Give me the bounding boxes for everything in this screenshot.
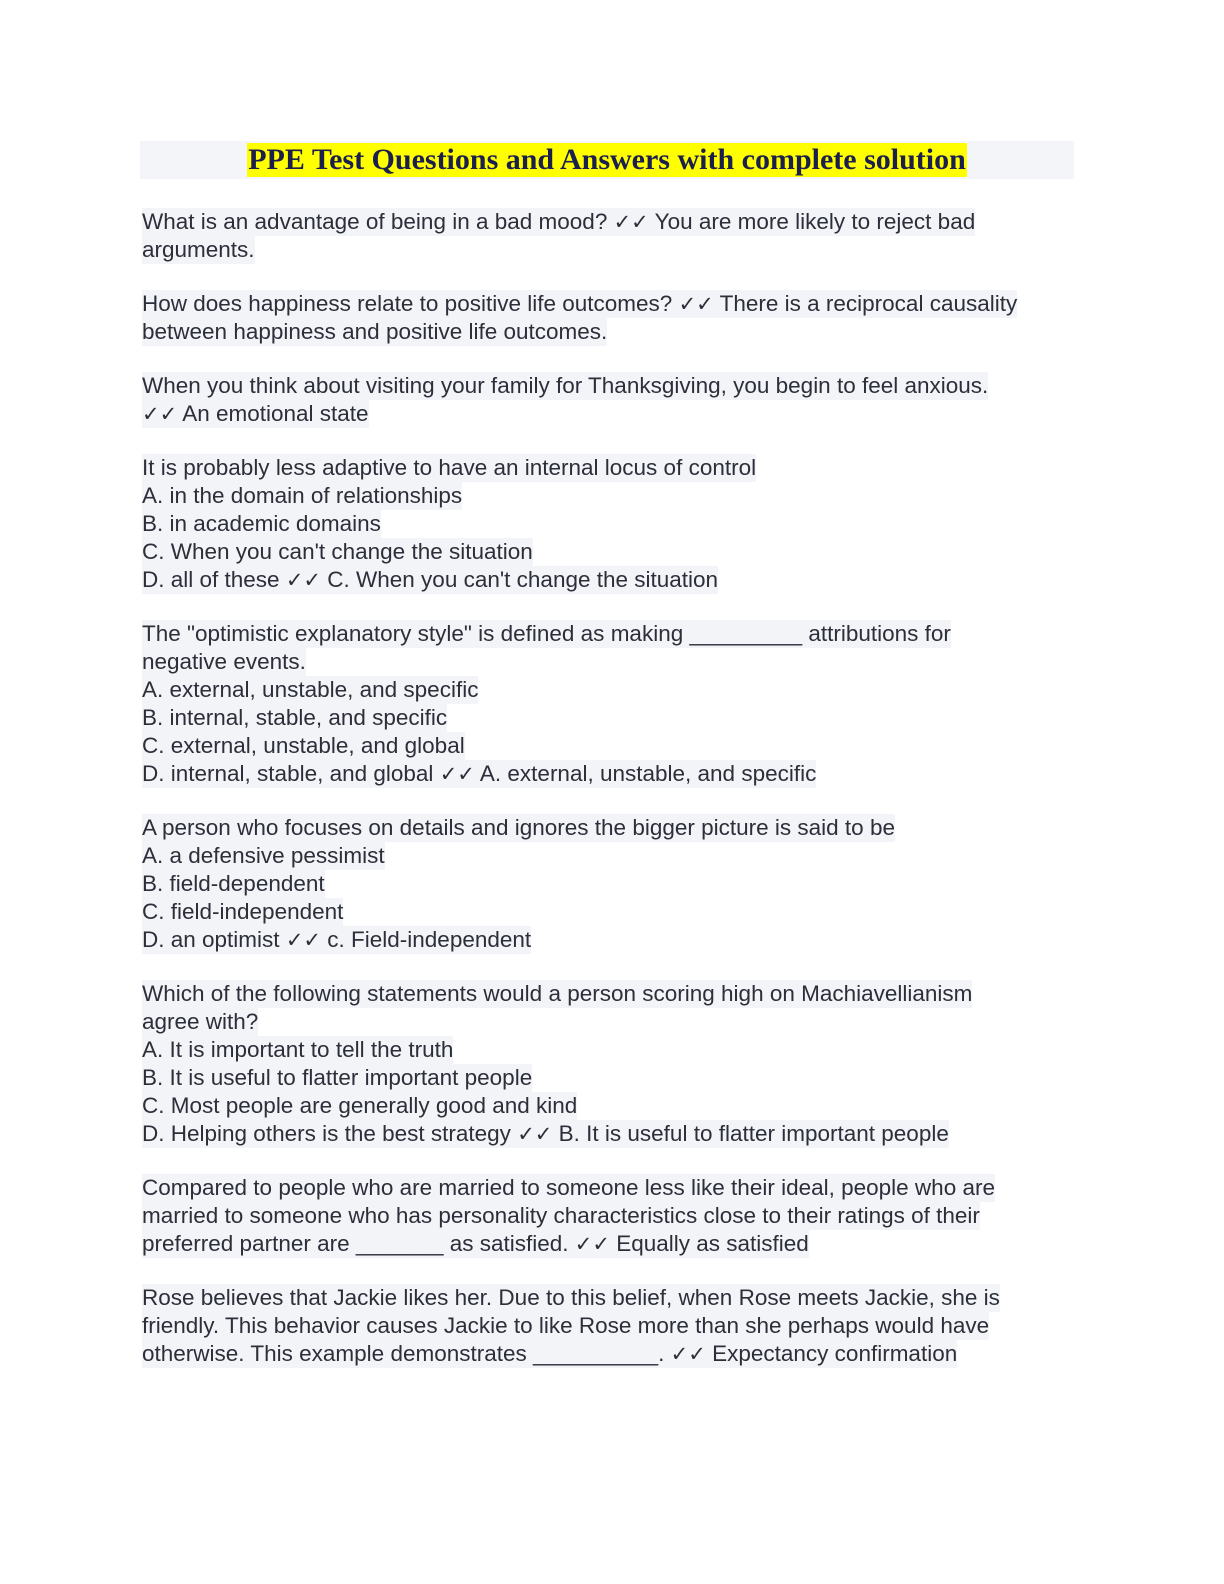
line-text: C. Most people are generally good and kind	[142, 1093, 578, 1118]
text-line	[142, 1340, 957, 1368]
text-line	[142, 510, 381, 538]
text-line	[142, 1064, 532, 1092]
text-line	[142, 318, 607, 346]
line-text: between happiness and positive life outcomes.	[142, 319, 608, 344]
line-text: agree with?	[142, 1009, 259, 1034]
answer-text: Equally as satisfied	[609, 1231, 809, 1256]
line-text: What is an advantage of being in a bad mood?	[142, 209, 614, 234]
line-text: How does happiness relate to positive life outcomes?	[142, 291, 679, 316]
line-text: When you think about visiting your family for Thanksgiving, you begin to feel anxious.	[142, 373, 989, 398]
text-line	[142, 208, 975, 236]
check-mark-icon: ✓✓	[678, 292, 714, 316]
question-block	[142, 1284, 1082, 1368]
line-text: B. field-dependent	[142, 871, 325, 896]
line-text: C. When you can't change the situation	[142, 539, 533, 564]
text-line	[142, 454, 756, 482]
line-text: negative events.	[142, 649, 306, 674]
line-text: otherwise. This example demonstrates __________.	[142, 1341, 671, 1366]
line-text: A. in the domain of relationships	[142, 483, 463, 508]
text-line	[142, 926, 531, 954]
text-line	[142, 1230, 809, 1258]
line-text: C. field-independent	[142, 899, 344, 924]
answer-text: An emotional state	[177, 401, 369, 426]
text-line	[142, 236, 255, 264]
question-block	[142, 208, 1082, 264]
check-mark-icon: ✓✓	[613, 210, 649, 234]
text-line	[142, 898, 343, 926]
check-mark-icon: ✓✓	[670, 1342, 706, 1366]
text-line	[142, 842, 385, 870]
line-text: Which of the following statements would a person scoring high on Machiavellianism	[142, 981, 973, 1006]
line-text: arguments.	[142, 237, 255, 262]
text-line	[142, 1312, 989, 1340]
question-list	[142, 208, 1082, 1394]
text-line	[142, 1202, 980, 1230]
text-line	[142, 290, 1017, 318]
text-line	[142, 870, 325, 898]
text-line	[142, 1008, 258, 1036]
question-block	[142, 290, 1082, 346]
question-block	[142, 1174, 1082, 1258]
check-mark-icon: ✓✓	[517, 1122, 553, 1146]
answer-text: c. Field-independent	[321, 927, 532, 952]
line-text: D. an optimist	[142, 927, 286, 952]
line-text: The "optimistic explanatory style" is defined as making _________ attributions for	[142, 621, 951, 646]
check-mark-icon: ✓✓	[574, 1232, 610, 1256]
line-text: It is probably less adaptive to have an internal locus of control	[142, 455, 757, 480]
answer-text: C. When you can't change the situation	[321, 567, 719, 592]
line-text: preferred partner are _______ as satisfied.	[142, 1231, 575, 1256]
text-line	[142, 648, 306, 676]
line-text: Rose believes that Jackie likes her. Due to this belief, when Rose meets Jackie, she is	[142, 1285, 1000, 1310]
question-block	[142, 980, 1082, 1148]
question-block	[142, 372, 1082, 428]
question-block	[142, 814, 1082, 954]
text-line	[142, 400, 369, 428]
text-line	[142, 676, 478, 704]
check-mark-icon: ✓✓	[439, 762, 475, 786]
check-mark-icon: ✓✓	[285, 568, 322, 592]
check-mark-icon: ✓✓	[142, 402, 178, 426]
text-line	[142, 482, 462, 510]
text-line	[142, 1092, 577, 1120]
text-line	[142, 814, 895, 842]
text-line	[142, 732, 465, 760]
line-text: Compared to people who are married to someone less like their ideal, people who are	[142, 1175, 995, 1200]
text-line	[142, 372, 988, 400]
line-text: D. all of these	[142, 567, 286, 592]
text-line	[142, 538, 533, 566]
answer-text: You are more likely to reject bad	[648, 209, 976, 234]
title-band	[140, 141, 1074, 179]
line-text: A person who focuses on details and ignores the bigger picture is said to be	[142, 815, 895, 840]
line-text: A. It is important to tell the truth	[142, 1037, 454, 1062]
text-line	[142, 704, 447, 732]
question-block	[142, 454, 1082, 594]
text-line	[142, 620, 951, 648]
question-block	[142, 620, 1082, 788]
answer-text: Expectancy confirmation	[705, 1341, 958, 1366]
line-text: C. external, unstable, and global	[142, 733, 465, 758]
answer-text: A. external, unstable, and specific	[474, 761, 817, 786]
line-text: D. internal, stable, and global	[142, 761, 440, 786]
line-text: B. It is useful to flatter important people	[142, 1065, 533, 1090]
line-text: A. a defensive pessimist	[142, 843, 385, 868]
line-text: friendly. This behavior causes Jackie to like Rose more than she perhaps would have	[142, 1313, 990, 1338]
line-text: D. Helping others is the best strategy	[142, 1121, 518, 1146]
answer-text: There is a reciprocal causality	[713, 291, 1018, 316]
text-line	[142, 1174, 995, 1202]
line-text: married to someone who has personality characteristics close to their ratings of their	[142, 1203, 980, 1228]
text-line	[142, 1284, 1000, 1312]
text-line	[142, 980, 972, 1008]
text-line	[142, 566, 718, 594]
line-text: A. external, unstable, and specific	[142, 677, 479, 702]
text-line	[142, 1120, 949, 1148]
check-mark-icon: ✓✓	[285, 928, 322, 952]
line-text: B. in academic domains	[142, 511, 381, 536]
text-line	[142, 1036, 453, 1064]
line-text: B. internal, stable, and specific	[142, 705, 448, 730]
page-title: PPE Test Questions and Answers with complete solution	[248, 143, 966, 176]
text-line	[142, 760, 816, 788]
answer-text: B. It is useful to flatter important people	[552, 1121, 949, 1146]
